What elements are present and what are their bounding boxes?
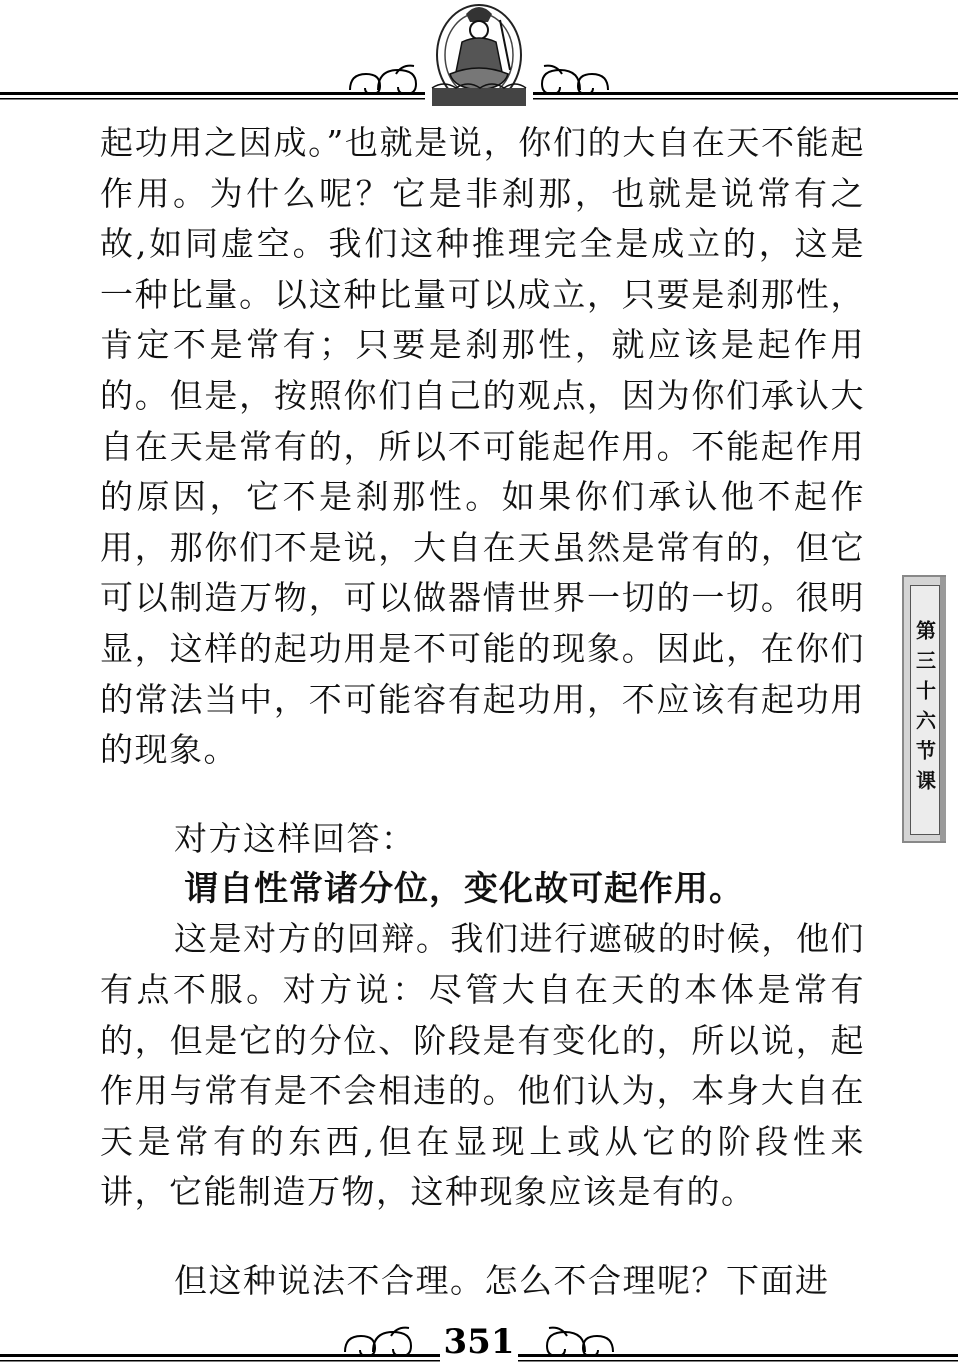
page-body [100,118,865,1306]
chapter-side-tab-frame [910,585,940,835]
paragraph: 但这种说法不合理。怎么不合理呢？下面进 [174,1260,830,1300]
paragraph: 这是对方的回辩。我们进行遮破的时候，他们有点不服。对方说：尽管大自在天的本体是常有的，但是它的分位、阶段是有变化的，所以说，起作用与常有是不会相违的。他们认为，本身大自在天是常有的东西,但在显现上或从它的阶段性来讲，它能制造万物，这种现象应该是有的。 [100,919,865,1212]
page-number: 351 [443,1322,515,1362]
root-verse: 谓自性常诸分位，变化故可起作用。 [184,869,744,910]
paragraph: 起功用之因成。”也就是说，你们的大自在天不能起作用。为什么呢？它是非刹那，也就是说常有之故,如同虚空。我们这种推理完全是成立的，这是一种比量。以这种比量可以成立，只要是刹那性，肯定不是常有；只要是刹那性，就应该是起作用的。但是，按照你们自己的观点，因为你们承认大自在天是常有的，所以不可能起作用。不能起作用的原因，它不是刹那性。如果你们承认他不起作用，那你们不是说，大自在天虽然是常有的，但它可以制造万物，可以做器情世界一切的一切。很明显，这样的起功用是不可能的现象。因此，在你们的常法当中，不可能容有起功用，不应该有起功用的现象。 [100,123,865,770]
paragraph: 对方这样回答： [174,818,416,858]
chapter-label: 第三十六节课 [912,620,937,800]
deity-figure-icon [432,5,526,106]
header-ornament [0,0,958,110]
chapter-side-tab [902,575,946,843]
header-rule-graphic [0,0,958,110]
